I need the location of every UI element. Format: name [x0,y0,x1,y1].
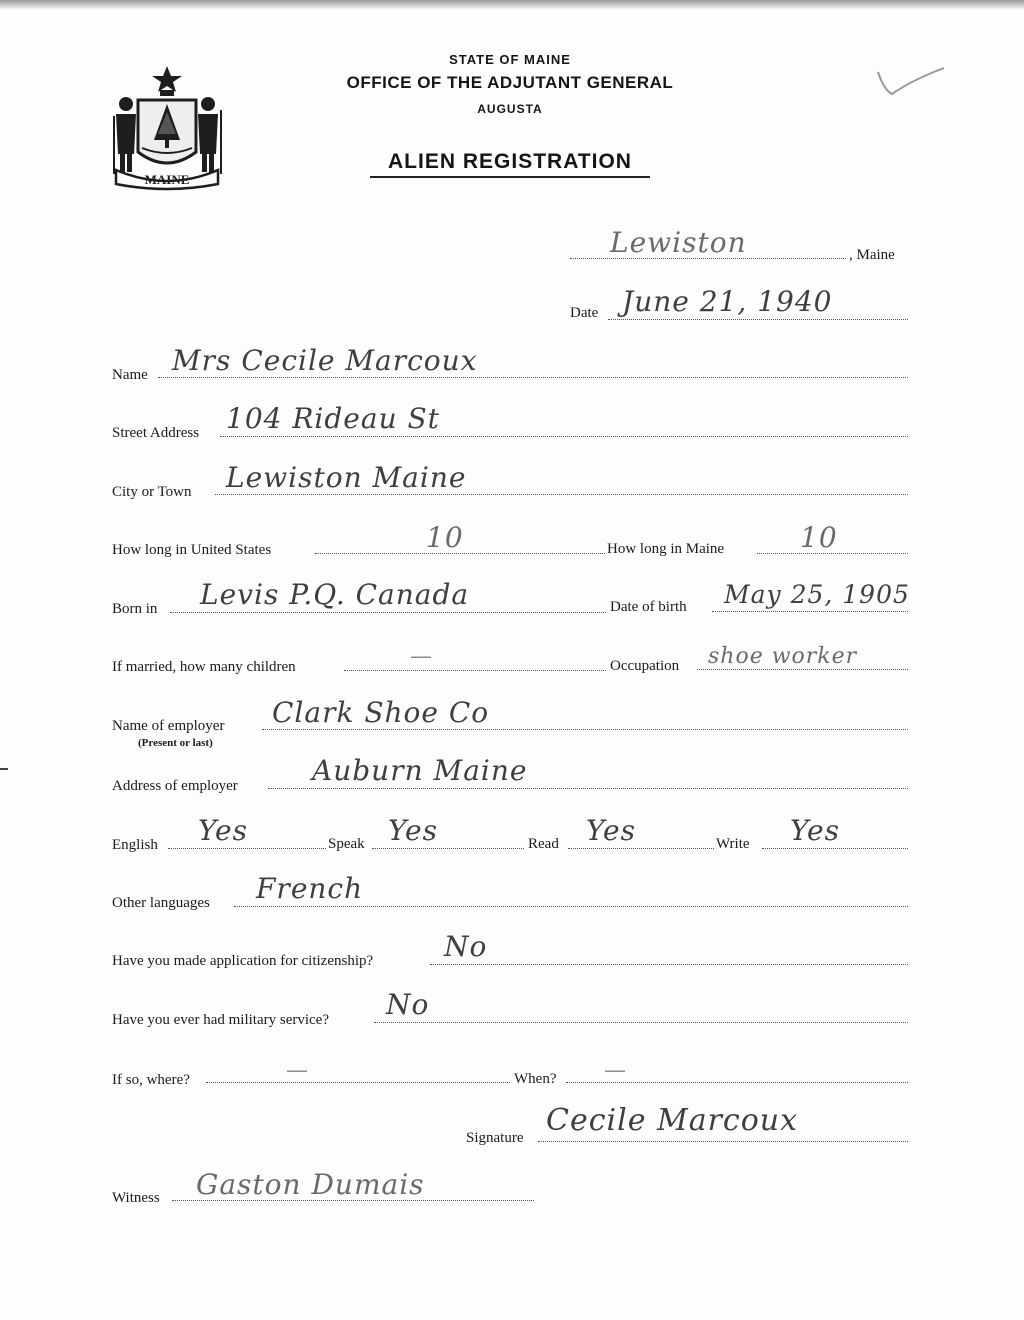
scan-margin-mark [0,768,8,770]
speak-entry: Yes [388,814,438,847]
other-languages-label: Other languages [112,895,210,911]
date-entry: June 21, 1940 [622,285,833,318]
citizenship-label: Have you made application for citizenship? [112,953,374,969]
place-entry: Lewiston [610,226,747,259]
how-long-us-label: How long in United States [112,542,272,558]
street-entry: 104 Rideau St [226,402,440,435]
other-languages-line [234,906,908,907]
speak-line [372,848,524,849]
read-label: Read [528,836,559,852]
born-in-entry: Levis P.Q. Canada [200,578,470,611]
when-label: When? [514,1071,557,1087]
witness-entry: Gaston Dumais [196,1168,425,1201]
write-line [762,848,908,849]
name-entry: Mrs Cecile Marcoux [172,344,478,377]
english-entry: Yes [198,814,248,847]
employer-note: (Present or last) [138,737,213,749]
english-label: English [112,837,158,853]
other-languages-entry: French [256,872,364,905]
speak-label: Speak [328,836,365,852]
signature-label: Signature [466,1130,524,1146]
check-mark-icon [870,62,950,102]
citizenship-entry: No [444,930,488,963]
how-long-us-entry: 10 [426,521,464,554]
date-line [608,319,908,320]
occupation-entry: shoe worker [708,644,858,669]
street-label: Street Address [112,425,200,441]
write-label: Write [716,836,750,852]
maine-state-seal-icon [108,64,226,192]
where-entry: — [286,1058,309,1083]
employer-label: Name of employer [112,718,225,734]
scan-top-edge [0,0,1024,10]
english-line [168,848,326,849]
employer-address-entry: Auburn Maine [312,754,528,787]
place-suffix: , Maine [849,247,895,263]
city-label: City or Town [112,484,192,500]
military-label: Have you ever had military service? [112,1012,329,1028]
dob-entry: May 25, 1905 [724,580,910,609]
dob-label: Date of birth [610,599,687,615]
write-entry: Yes [790,814,840,847]
read-entry: Yes [586,814,636,847]
children-line [344,670,606,671]
street-line [220,436,908,437]
how-long-maine-label: How long in Maine [607,541,725,557]
signature-entry: Cecile Marcoux [546,1103,799,1138]
state-heading: STATE OF MAINE [449,52,571,67]
city-entry: Lewiston Maine [226,461,467,494]
date-label: Date [570,305,599,321]
read-line [568,848,714,849]
citizenship-line [430,964,908,965]
employer-entry: Clark Shoe Co [272,696,490,729]
when-entry: — [604,1058,627,1083]
children-label: If married, how many children [112,659,296,675]
military-entry: No [386,988,430,1021]
city-heading: AUGUSTA [477,102,543,116]
name-label: Name [112,367,148,383]
employer-address-line [268,788,908,789]
how-long-maine-entry: 10 [800,521,838,554]
title-underline [370,176,650,178]
witness-label: Witness [112,1190,160,1206]
children-entry: — [410,644,433,669]
occupation-label: Occupation [610,658,680,674]
form-title: ALIEN REGISTRATION [388,150,632,173]
employer-address-label: Address of employer [112,778,238,794]
born-in-label: Born in [112,601,158,617]
where-label: If so, where? [112,1072,190,1088]
signature-line [538,1141,908,1142]
born-in-line [170,612,606,613]
seal-motto-text: MAINE [144,172,190,187]
military-line [374,1022,908,1023]
where-line [206,1082,510,1083]
office-heading: OFFICE OF THE ADJUTANT GENERAL [346,73,674,92]
